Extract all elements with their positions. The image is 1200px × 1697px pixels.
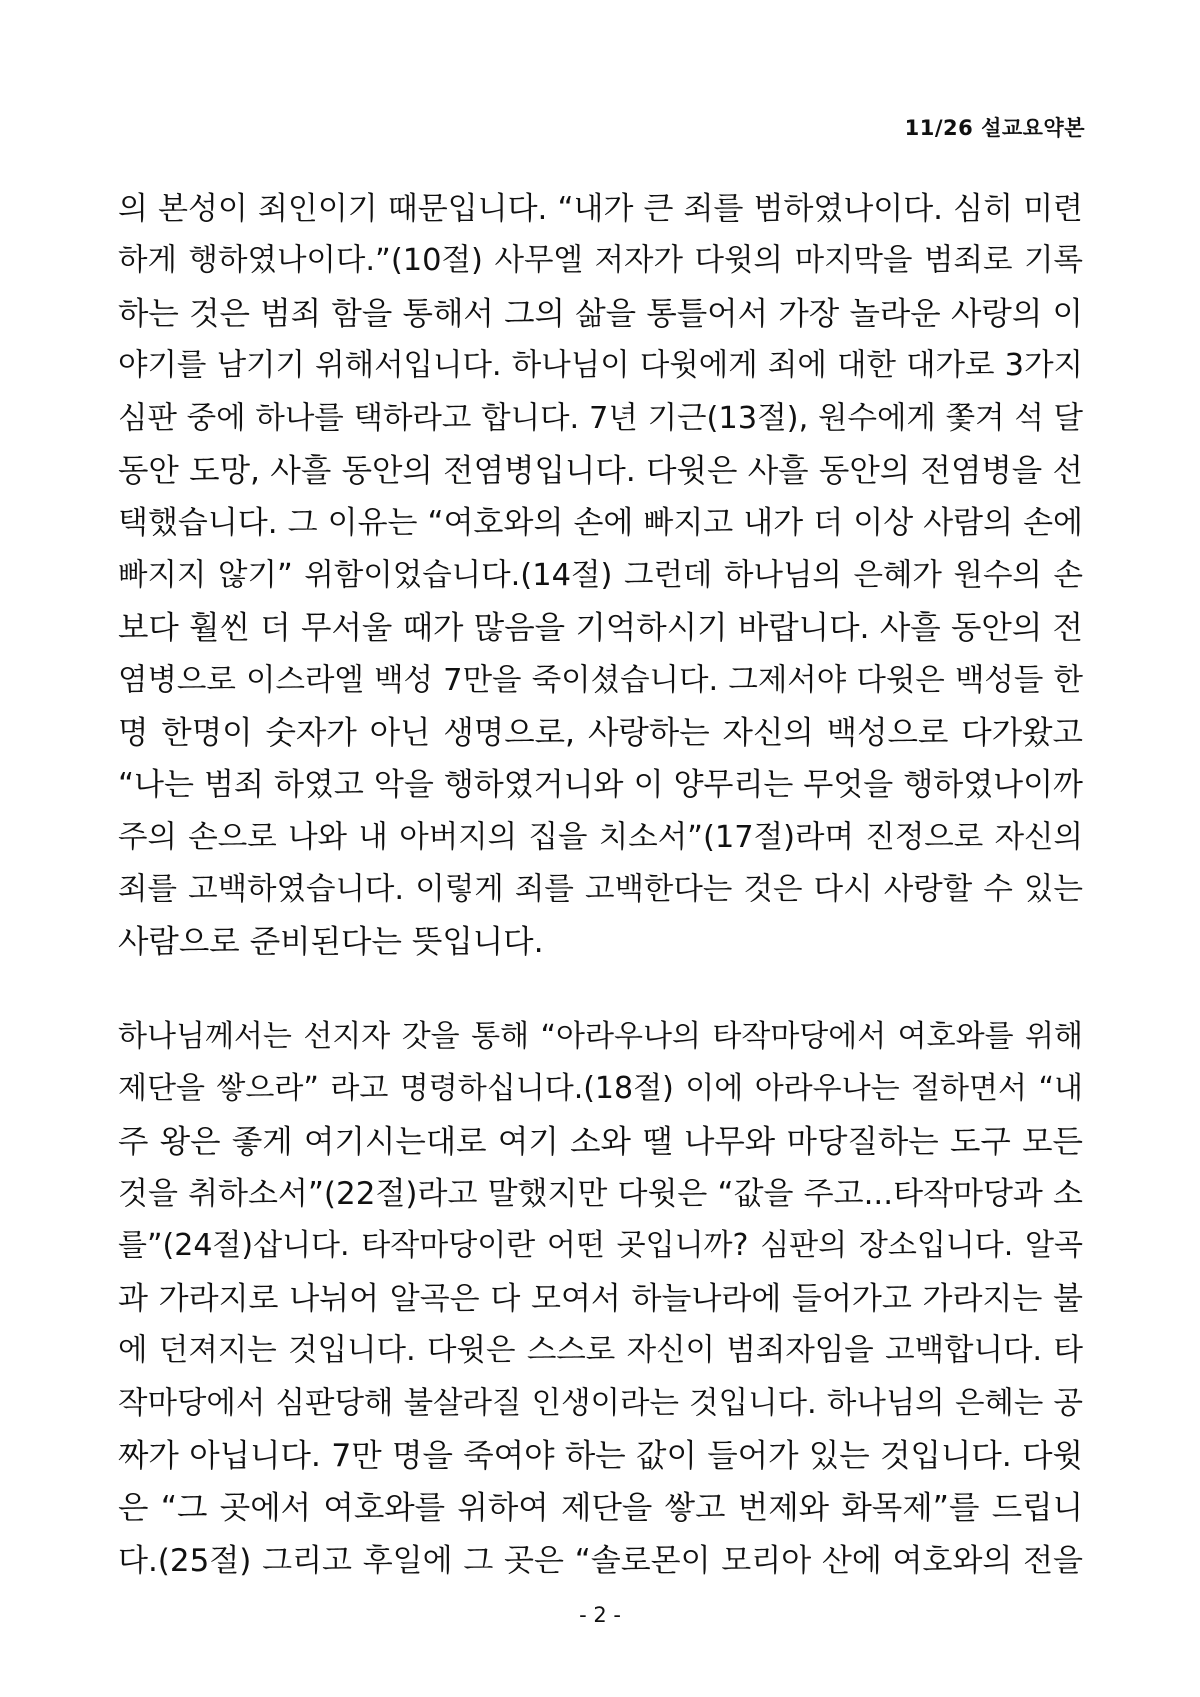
paragraph-gap	[118, 969, 1083, 1011]
text-line: 의 본성이 죄인이기 때문입니다. “내가 큰 죄를 범하였나이다. 심히 미련	[118, 191, 1083, 227]
paragraph-1	[118, 183, 1083, 969]
text-line: 염병으로 이스라엘 백성 7만을 죽이셨습니다. 그제서야 다윗은 백성들 한	[118, 662, 1083, 698]
text-line: 를”(24절)삽니다. 타작마당이란 어떤 곳입니까? 심판의 장소입니다. 알곡	[118, 1228, 1083, 1264]
text-line: 동안 도망, 사흘 동안의 전염병입니다. 다윗은 사흘 동안의 전염병을 선	[118, 452, 1083, 489]
text-line: 죄를 고백하였습니다. 이렇게 죄를 고백한다는 것은 다시 사랑할 수 있는	[118, 872, 1083, 908]
text-line: 택했습니다. 그 이유는 “여호와의 손에 빠지고 내가 더 이상 사람의 손에	[118, 505, 1083, 542]
text-line: 다.(25절) 그리고 후일에 그 곳은 “솔로몬이 모리아 산에 여호와의 전을	[118, 1542, 1083, 1579]
text-line: 작마당에서 심판당해 불살라질 인생이라는 것입니다. 하나님의 은혜는 공	[118, 1385, 1083, 1421]
text-line: 주 왕은 좋게 여기시는대로 여기 소와 땔 나무와 마당질하는 도구 모든	[118, 1123, 1083, 1160]
text-line: 은 “그 곳에서 여호와를 위하여 제단을 쌓고 번제와 화목제”를 드립니	[118, 1490, 1083, 1527]
text-line: “나는 범죄 하였고 악을 행하였거니와 이 양무리는 무엇을 행하였나이까	[118, 767, 1083, 804]
text-line: 명 한명이 숫자가 아닌 생명으로, 사랑하는 자신의 백성으로 다가왔고	[118, 714, 1083, 751]
text-line: 빠지지 않기” 위함이었습니다.(14절) 그런데 하나님의 은혜가 원수의 손	[118, 557, 1083, 593]
text-line: 하는 것은 범죄 함을 통해서 그의 삶을 통틀어서 가장 놀라운 사랑의 이	[118, 295, 1083, 332]
text-line: 야기를 남기기 위해서입니다. 하나님이 다윗에게 죄에 대한 대가로 3가지	[118, 348, 1083, 384]
text-line: 보다 훨씬 더 무서울 때가 많음을 기억하시기 바랍니다. 사흘 동안의 전	[118, 610, 1083, 647]
text-line: 과 가라지로 나뉘어 알곡은 다 모여서 하늘나라에 들어가고 가라지는 불	[118, 1280, 1083, 1317]
text-line: 것을 취하소서”(22절)라고 말했지만 다윗은 “값을 주고...타작마당과 소	[118, 1176, 1083, 1213]
text-line: 주의 손으로 나와 내 아버지의 집을 치소서”(17절)라며 진정으로 자신의	[118, 819, 1083, 855]
text-line: 하나님께서는 선지자 갓을 통해 “아라우나의 타작마당에서 여호와를 위해	[118, 1018, 1083, 1054]
text-line: 하게 행하였나이다.”(10절) 사무엘 저자가 다윗의 마지막을 범죄로 기록	[118, 243, 1083, 279]
text-line: 제단을 쌓으라” 라고 명령하십니다.(18절) 이에 아라우나는 절하면서 “내	[118, 1071, 1083, 1107]
paragraph-2	[118, 1011, 1083, 1587]
text-line: 에 던져지는 것입니다. 다윗은 스스로 자신이 범죄자임을 고백합니다. 타	[118, 1333, 1083, 1369]
page-number: - 2 -	[579, 1603, 621, 1627]
text-line: 사람으로 준비된다는 뜻입니다.	[118, 924, 544, 961]
running-header: 11/26 설교요약본	[904, 116, 1085, 140]
text-line: 짜가 아닙니다. 7만 명을 죽여야 하는 값이 들어가 있는 것입니다. 다윗	[118, 1437, 1083, 1474]
text-line: 심판 중에 하나를 택하라고 합니다. 7년 기근(13절), 원수에게 쫓겨 석 달	[118, 400, 1083, 436]
body-text	[118, 183, 1083, 1587]
